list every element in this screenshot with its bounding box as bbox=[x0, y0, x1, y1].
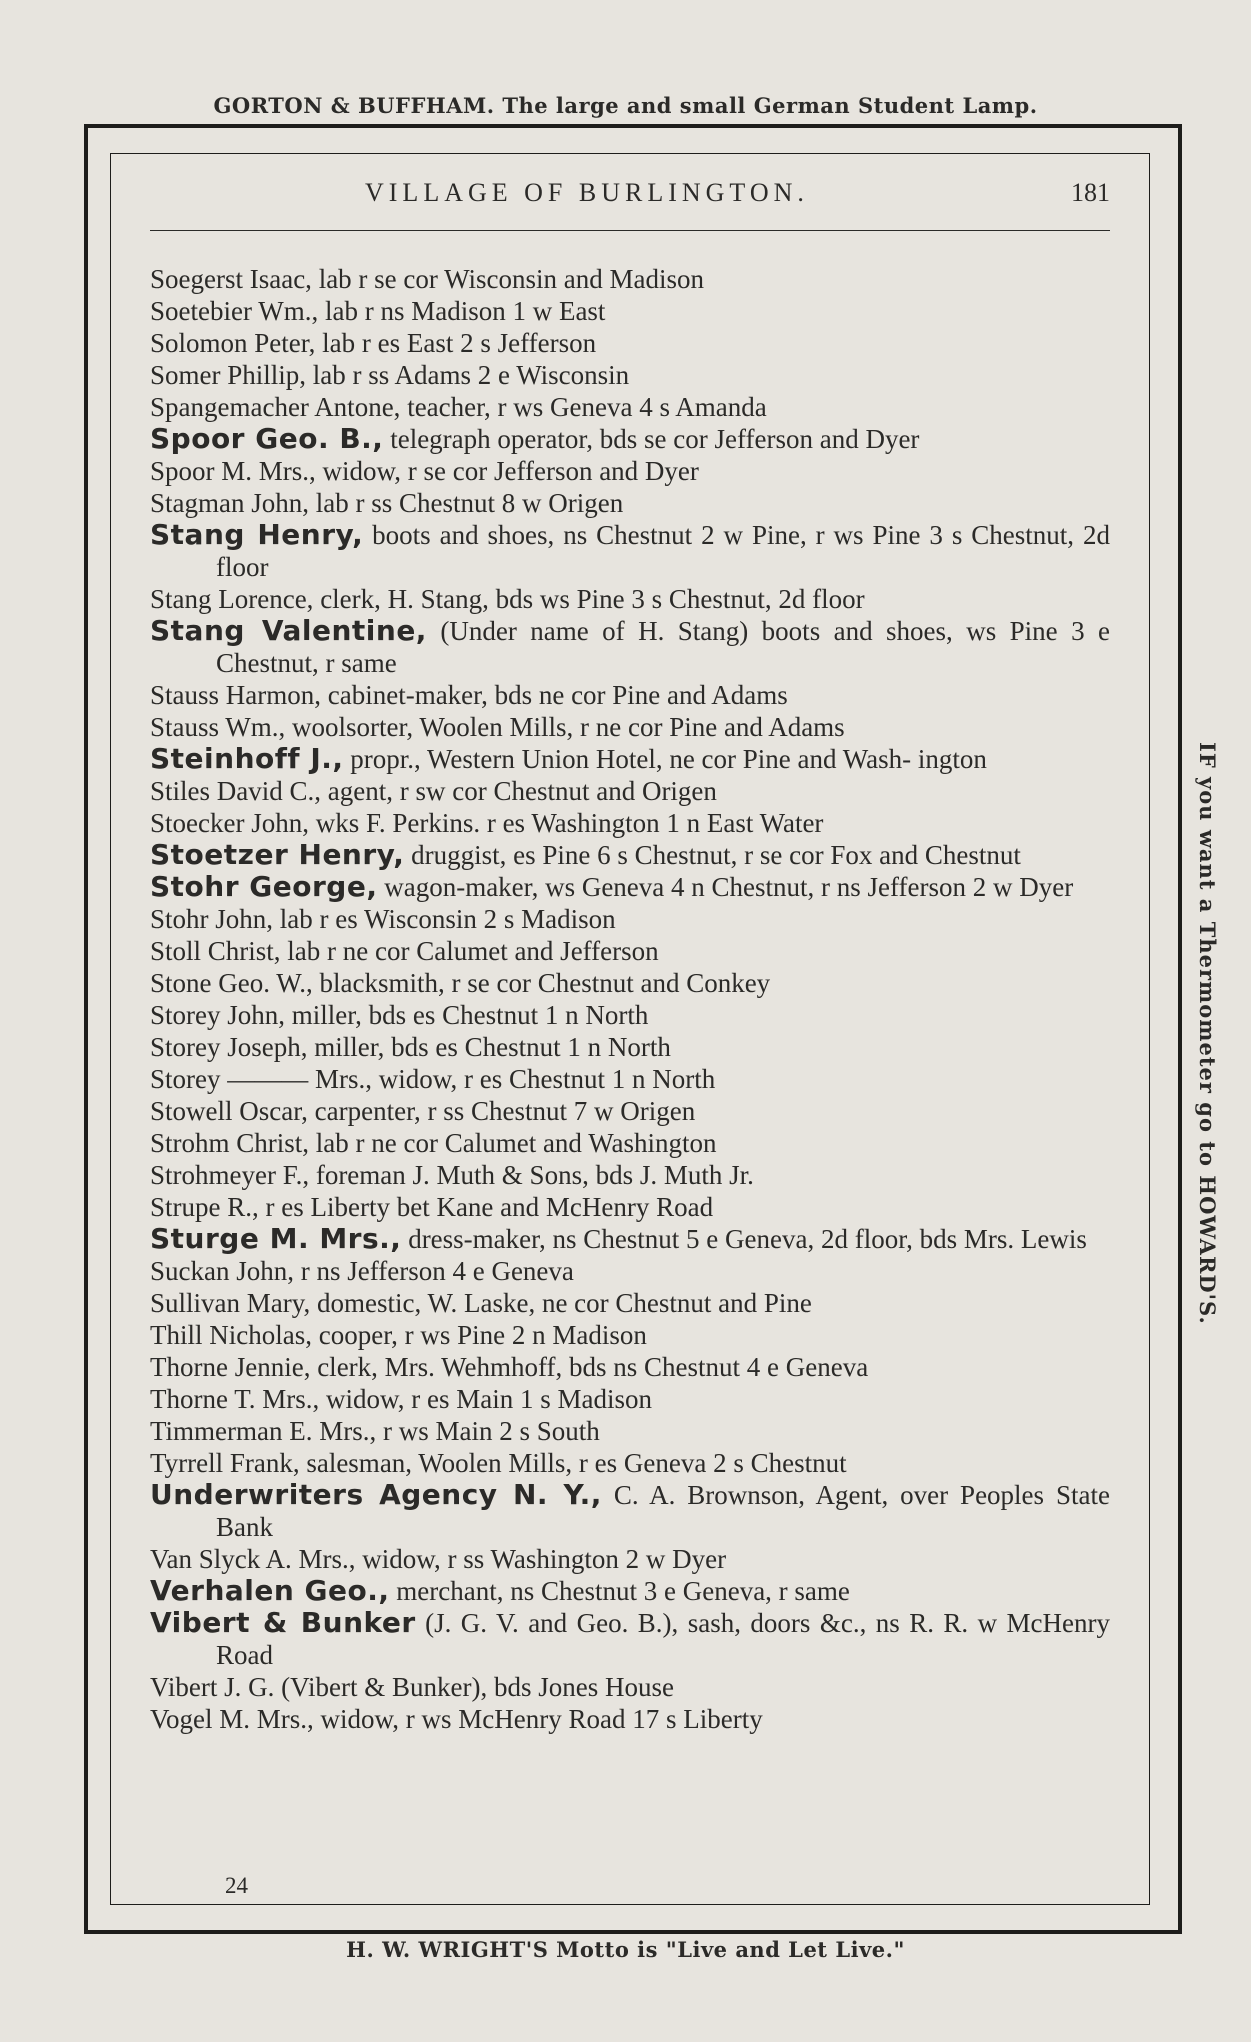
entry-name: Thill Nicholas, bbox=[150, 1320, 312, 1350]
bottom-advertisement: H. W. WRIGHT'S Motto is "Live and Let Live." bbox=[346, 1937, 905, 1962]
entry-details: woolsorter, Woolen Mills, r ne cor Pine and Adams bbox=[285, 712, 845, 742]
directory-entry bbox=[150, 1255, 1110, 1287]
entry-name: Underwriters Agency N. Y., bbox=[150, 1478, 602, 1511]
header-rule bbox=[150, 230, 1110, 231]
directory-entry bbox=[150, 999, 1110, 1031]
entry-name: Spoor Geo. B., bbox=[150, 422, 384, 455]
directory-entry bbox=[150, 1383, 1110, 1415]
entry-details: C. A. Brownson, Agent, over Peoples State Bank bbox=[216, 1480, 1110, 1542]
directory-entry bbox=[150, 423, 1110, 455]
directory-entry bbox=[150, 1095, 1110, 1127]
entry-name: Vogel M. Mrs., bbox=[150, 1704, 314, 1734]
entry-details: domestic, W. Laske, ne cor Chestnut and Pine bbox=[310, 1288, 812, 1318]
entry-name: Solomon Peter, bbox=[150, 328, 316, 358]
entry-name: Stoecker John, bbox=[150, 808, 309, 838]
entry-details: lab r ss Chestnut 8 w Origen bbox=[309, 488, 624, 518]
running-head bbox=[150, 178, 1110, 214]
entry-name: Stohr John, bbox=[150, 904, 274, 934]
entry-details: telegraph operator, bds se cor Jefferson and Dyer bbox=[383, 424, 920, 454]
directory-entry bbox=[150, 1223, 1110, 1255]
entry-name: Stone Geo. W., bbox=[150, 968, 313, 998]
entry-name: Thorne Jennie, bbox=[150, 1352, 311, 1382]
page-title: VILLAGE OF BURLINGTON. bbox=[365, 178, 809, 207]
entry-details: propr., Western Union Hotel, ne cor Pine and Wash- ington bbox=[343, 744, 987, 774]
entry-details: lab r ss Adams 2 e Wisconsin bbox=[306, 360, 630, 390]
entry-name: Sullivan Mary, bbox=[150, 1288, 311, 1318]
entry-name: Stang Henry, bbox=[150, 518, 364, 551]
directory-entry bbox=[150, 263, 1110, 295]
page-number: 181 bbox=[1071, 178, 1110, 207]
entry-name: Stohr George, bbox=[150, 870, 378, 903]
entry-details: miller, bds es Chestnut 1 n North bbox=[307, 1032, 671, 1062]
entry-name: Soegerst Isaac, bbox=[150, 264, 312, 294]
entry-name: Storey Joseph, bbox=[150, 1032, 308, 1062]
directory-entry bbox=[150, 1127, 1110, 1159]
entry-name: Strupe R., bbox=[150, 1192, 259, 1222]
entry-details: r ws Main 2 s South bbox=[376, 1416, 600, 1446]
entry-details: merchant, ns Chestnut 3 e Geneva, r same bbox=[389, 1576, 850, 1606]
entry-name: Stauss Wm., bbox=[150, 712, 286, 742]
directory-entry bbox=[150, 775, 1110, 807]
entry-name: Strohm Christ, bbox=[150, 1128, 310, 1158]
directory-entry bbox=[150, 1479, 1110, 1543]
entry-details: r es Liberty bet Kane and McHenry Road bbox=[258, 1192, 714, 1222]
entry-details: dress-maker, ns Chestnut 5 e Geneva, 2d floor, bds Mrs. Lewis bbox=[401, 1224, 1087, 1254]
entry-name: Soetebier Wm., bbox=[150, 296, 319, 326]
directory-entry bbox=[150, 1063, 1110, 1095]
directory-entry bbox=[150, 743, 1110, 775]
directory-entry bbox=[150, 1159, 1110, 1191]
directory-entry bbox=[150, 1543, 1110, 1575]
entry-name: Spangemacher Antone, bbox=[150, 392, 401, 422]
entry-details: lab r es Wisconsin 2 s Madison bbox=[273, 904, 616, 934]
entry-name: Stagman John, bbox=[150, 488, 309, 518]
directory-entry bbox=[150, 487, 1110, 519]
entry-details: lab r es East 2 s Jefferson bbox=[315, 328, 597, 358]
entry-details: (Vibert & Bunker), bds Jones House bbox=[274, 1672, 674, 1702]
entry-details: blacksmith, r se cor Chestnut and Conkey bbox=[312, 968, 771, 998]
entry-details: foreman J. Muth & Sons, bds J. Muth Jr. bbox=[309, 1160, 754, 1190]
entry-name: Van Slyck A. Mrs., bbox=[150, 1544, 356, 1574]
entry-name: Stang Lorence, bbox=[150, 584, 314, 614]
directory-entry bbox=[150, 1351, 1110, 1383]
entry-name: Sturge M. Mrs., bbox=[150, 1222, 402, 1255]
directory-entry bbox=[150, 967, 1110, 999]
directory-entry bbox=[150, 903, 1110, 935]
entry-name: Spoor M. Mrs., bbox=[150, 456, 316, 486]
directory-entry bbox=[150, 1287, 1110, 1319]
entry-name: Stoll Christ, bbox=[150, 936, 281, 966]
directory-entry bbox=[150, 1447, 1110, 1479]
directory-entry bbox=[150, 583, 1110, 615]
directory-entry bbox=[150, 871, 1110, 903]
entry-details: widow, r ss Washington 2 w Dyer bbox=[355, 1544, 727, 1574]
directory-list bbox=[150, 263, 1110, 1735]
entry-name: Thorne T. Mrs., bbox=[150, 1384, 320, 1414]
entry-details: widow, r es Main 1 s Madison bbox=[319, 1384, 652, 1414]
directory-entry bbox=[150, 455, 1110, 487]
entry-details: salesman, Woolen Mills, r es Geneva 2 s Chestnut bbox=[299, 1448, 847, 1478]
directory-entry bbox=[150, 1415, 1110, 1447]
entry-name: Stoetzer Henry, bbox=[150, 838, 405, 871]
directory-entry bbox=[150, 1191, 1110, 1223]
entry-name: Somer Phillip, bbox=[150, 360, 307, 390]
entry-name: Stowell Oscar, bbox=[150, 1096, 308, 1126]
directory-entry bbox=[150, 519, 1110, 583]
entry-details: widow, r es Chestnut 1 n North bbox=[372, 1064, 716, 1094]
entry-name: Vibert & Bunker bbox=[150, 1606, 416, 1639]
directory-entry bbox=[150, 935, 1110, 967]
entry-name: Stauss Harmon, bbox=[150, 680, 321, 710]
entry-details: widow, r se cor Jefferson and Dyer bbox=[315, 456, 699, 486]
entry-details: r ns Jefferson 4 e Geneva bbox=[294, 1256, 574, 1286]
directory-entry bbox=[150, 1575, 1110, 1607]
entry-details: teacher, r ws Geneva 4 s Amanda bbox=[400, 392, 767, 422]
top-advertisement: GORTON & BUFFHAM. The large and small German Student Lamp. bbox=[213, 93, 1038, 118]
directory-entry bbox=[150, 295, 1110, 327]
entry-name: Storey ——— Mrs., bbox=[150, 1064, 372, 1094]
directory-entry bbox=[150, 327, 1110, 359]
entry-details: carpenter, r ss Chestnut 7 w Origen bbox=[307, 1096, 696, 1126]
entry-name: Storey John, bbox=[150, 1000, 285, 1030]
directory-entry bbox=[150, 391, 1110, 423]
entry-details: (J. G. V. and Geo. B.), sash, doors &c., ns R. R. w McHenry Road bbox=[216, 1608, 1110, 1670]
entry-details: lab r ns Madison 1 w East bbox=[318, 296, 606, 326]
entry-name: Verhalen Geo., bbox=[150, 1574, 390, 1607]
entry-details: lab r ne cor Calumet and Washington bbox=[309, 1128, 717, 1158]
entry-name: Tyrrell Frank, bbox=[150, 1448, 300, 1478]
entry-name: Stang Valentine, bbox=[150, 614, 427, 647]
directory-entry bbox=[150, 711, 1110, 743]
directory-entry bbox=[150, 1319, 1110, 1351]
entry-name: Stiles David C., bbox=[150, 776, 322, 806]
entry-details: (Under name of H. Stang) boots and shoes, ws Pine 3 e Chestnut, r same bbox=[216, 616, 1110, 678]
entry-details: boots and shoes, ns Chestnut 2 w Pine, r ws Pine 3 s Chestnut, 2d floor bbox=[216, 520, 1110, 582]
directory-entry bbox=[150, 1031, 1110, 1063]
directory-entry bbox=[150, 359, 1110, 391]
entry-name: Suckan John, bbox=[150, 1256, 294, 1286]
entry-details: wagon-maker, ws Geneva 4 n Chestnut, r ns Jefferson 2 w Dyer bbox=[377, 872, 1074, 902]
entry-name: Timmerman E. Mrs., bbox=[150, 1416, 377, 1446]
directory-entry bbox=[150, 679, 1110, 711]
directory-entry bbox=[150, 615, 1110, 679]
directory-entry bbox=[150, 1607, 1110, 1671]
entry-details: agent, r sw cor Chestnut and Origen bbox=[321, 776, 717, 806]
entry-details: cooper, r ws Pine 2 n Madison bbox=[311, 1320, 647, 1350]
directory-entry bbox=[150, 1671, 1110, 1703]
entry-name: Vibert J. G. bbox=[150, 1672, 275, 1702]
directory-entry bbox=[150, 807, 1110, 839]
entry-details: wks F. Perkins. r es Washington 1 n East Water bbox=[308, 808, 824, 838]
entry-details: clerk, H. Stang, bds ws Pine 3 s Chestnut, 2d floor bbox=[313, 584, 865, 614]
directory-entry bbox=[150, 1703, 1110, 1735]
entry-details: clerk, Mrs. Wehmhoff, bds ns Chestnut 4 e Geneva bbox=[310, 1352, 869, 1382]
signature-mark: 24 bbox=[225, 1873, 248, 1898]
entry-details: miller, bds es Chestnut 1 n North bbox=[285, 1000, 649, 1030]
entry-name: Strohmeyer F., bbox=[150, 1160, 310, 1190]
entry-details: cabinet-maker, bds ne cor Pine and Adams bbox=[321, 680, 788, 710]
directory-entry bbox=[150, 839, 1110, 871]
side-advertisement: IF you want a Thermometer go to HOWARD'S. bbox=[1195, 741, 1220, 1325]
entry-name: Steinhoff J., bbox=[150, 742, 344, 775]
entry-details: lab r se cor Wisconsin and Madison bbox=[311, 264, 705, 294]
entry-details: lab r ne cor Calumet and Jefferson bbox=[280, 936, 659, 966]
entry-details: widow, r ws McHenry Road 17 s Liberty bbox=[313, 1704, 763, 1734]
entry-details: druggist, es Pine 6 s Chestnut, r se cor Fox and Chestnut bbox=[404, 840, 1021, 870]
